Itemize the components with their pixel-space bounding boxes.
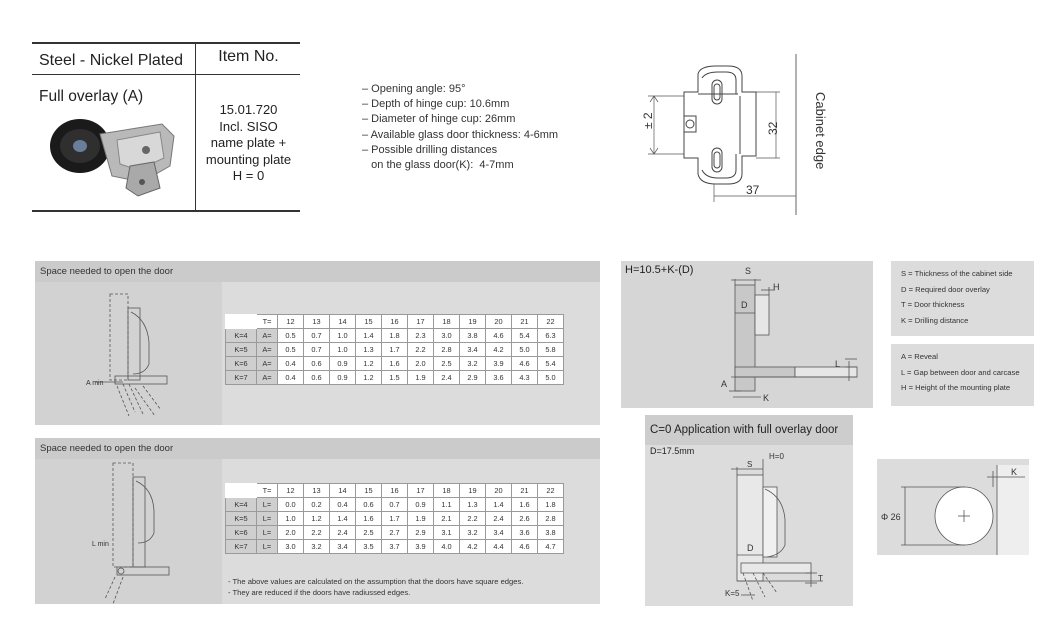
value-cell: 2.9 xyxy=(460,371,486,385)
thickness-cell: 14 xyxy=(330,484,356,498)
value-cell: 5.0 xyxy=(512,343,538,357)
spec-item: on the glass door(K): 4-7mm xyxy=(362,159,514,172)
value-cell: 4.0 xyxy=(434,540,460,554)
var-cell: A= xyxy=(257,343,278,357)
thickness-cell: 15 xyxy=(356,315,382,329)
thickness-cell: 21 xyxy=(512,484,538,498)
table-row xyxy=(226,343,564,357)
header-row xyxy=(226,315,564,329)
item-description xyxy=(196,102,301,185)
value-cell: 3.7 xyxy=(382,540,408,554)
legend-box-1 xyxy=(891,261,1034,336)
value-cell: 5.4 xyxy=(512,329,538,343)
value-cell: 1.4 xyxy=(486,498,512,512)
dim-height: 32 xyxy=(766,121,780,135)
panel-title: Space needed to open the door xyxy=(35,261,600,282)
value-cell: 0.9 xyxy=(408,498,434,512)
value-cell: 2.7 xyxy=(382,526,408,540)
value-cell: 3.6 xyxy=(512,526,538,540)
space-panel-reveal xyxy=(35,261,600,425)
value-cell: 2.2 xyxy=(304,526,330,540)
product-cell xyxy=(32,44,195,210)
value-cell: 2.9 xyxy=(408,526,434,540)
legend-list xyxy=(901,266,1013,329)
var-cell: L= xyxy=(257,540,278,554)
mounting-plate-drawing xyxy=(628,50,840,218)
legend-item: K = Drilling distance xyxy=(901,316,969,326)
value-cell: 3.4 xyxy=(460,343,486,357)
d-label: D xyxy=(747,543,754,553)
value-cell: 0.0 xyxy=(278,498,304,512)
t-label-cell: T= xyxy=(257,315,278,329)
value-cell: 3.2 xyxy=(460,357,486,371)
thickness-cell: 14 xyxy=(330,315,356,329)
value-cell: 2.3 xyxy=(408,329,434,343)
thickness-cell: 15 xyxy=(356,484,382,498)
reveal-table xyxy=(225,314,564,385)
value-cell: 1.2 xyxy=(356,357,382,371)
legend-item: H = Height of the mounting plate xyxy=(901,383,1011,393)
value-cell: 1.5 xyxy=(382,371,408,385)
a-min-label: A min xyxy=(86,380,104,387)
legend-box-2 xyxy=(891,344,1034,406)
value-cell: 1.2 xyxy=(304,512,330,526)
thickness-cell: 13 xyxy=(304,484,330,498)
cup-diagram xyxy=(877,459,1029,555)
k-label: K xyxy=(763,393,770,403)
var-cell: A= xyxy=(257,357,278,371)
value-cell: 0.4 xyxy=(278,357,304,371)
d-label: D xyxy=(741,300,748,310)
value-cell: 6.3 xyxy=(538,329,564,343)
value-cell: 3.9 xyxy=(408,540,434,554)
value-cell: 2.5 xyxy=(434,357,460,371)
formula-diagram xyxy=(621,261,873,408)
spec-item: – Diameter of hinge cup: 26mm xyxy=(362,113,516,126)
thickness-cell: 12 xyxy=(278,484,304,498)
value-cell: 3.6 xyxy=(486,371,512,385)
value-cell: 0.9 xyxy=(330,371,356,385)
value-cell: 1.1 xyxy=(434,498,460,512)
value-cell: 0.2 xyxy=(304,498,330,512)
thickness-cell: 17 xyxy=(408,315,434,329)
value-cell: 2.4 xyxy=(330,526,356,540)
value-cell: 2.8 xyxy=(538,512,564,526)
value-cell: 0.6 xyxy=(304,371,330,385)
table-row xyxy=(226,512,564,526)
item-line: name plate + xyxy=(210,135,287,150)
gap-diagram xyxy=(35,459,222,604)
t-label-cell: T= xyxy=(257,484,278,498)
thickness-cell: 20 xyxy=(486,315,512,329)
s-label: S xyxy=(745,266,752,276)
product-type: Full overlay (A) xyxy=(39,88,144,105)
value-cell: 0.9 xyxy=(330,357,356,371)
thickness-cell: 19 xyxy=(460,484,486,498)
cabinet-edge-label: Cabinet edge xyxy=(813,92,828,170)
k-cell: K=6 xyxy=(226,357,257,371)
legend-item: D = Required door overlay xyxy=(901,284,990,294)
var-cell: A= xyxy=(257,329,278,343)
thickness-cell: 21 xyxy=(512,315,538,329)
formula-panel xyxy=(621,261,873,408)
diameter-label: Φ 26 xyxy=(881,512,901,522)
s-label: S xyxy=(747,460,753,469)
l-min-label: L min xyxy=(92,541,109,548)
k5-label: K=5 xyxy=(725,589,740,598)
value-cell: 5.0 xyxy=(538,371,564,385)
value-cell: 1.6 xyxy=(356,512,382,526)
value-cell: 0.4 xyxy=(278,371,304,385)
product-table xyxy=(32,42,300,212)
var-cell: L= xyxy=(257,512,278,526)
table-divider xyxy=(32,74,300,75)
k-cell: K=4 xyxy=(226,329,257,343)
panel-title: Space needed to open the door xyxy=(35,438,600,459)
t-label: T xyxy=(818,574,823,583)
thickness-cell: 16 xyxy=(382,315,408,329)
value-cell: 3.4 xyxy=(486,526,512,540)
reveal-diagram xyxy=(35,282,222,425)
value-cell: 1.3 xyxy=(460,498,486,512)
value-cell: 1.7 xyxy=(382,512,408,526)
value-cell: 3.9 xyxy=(486,357,512,371)
k-label: K xyxy=(1011,467,1018,477)
item-cell xyxy=(195,44,301,210)
value-cell: 3.4 xyxy=(330,540,356,554)
k-cell: K=5 xyxy=(226,512,257,526)
value-cell: 2.8 xyxy=(434,343,460,357)
blank-cell xyxy=(226,315,257,329)
value-cell: 2.2 xyxy=(460,512,486,526)
value-cell: 4.2 xyxy=(486,343,512,357)
value-cell: 2.4 xyxy=(486,512,512,526)
value-cell: 4.7 xyxy=(538,540,564,554)
thickness-cell: 20 xyxy=(486,484,512,498)
legend-item: T = Door thickness xyxy=(901,300,965,310)
legend-list xyxy=(901,349,1020,396)
table-row xyxy=(226,540,564,554)
value-cell: 4.6 xyxy=(486,329,512,343)
value-cell: 2.1 xyxy=(434,512,460,526)
spec-item: – Depth of hinge cup: 10.6mm xyxy=(362,98,510,111)
space-panel-gap xyxy=(35,438,600,604)
table-row xyxy=(226,526,564,540)
item-line: Incl. SISO xyxy=(219,118,278,134)
legend-item: L = Gap between door and carcase xyxy=(901,367,1020,377)
l-label: L xyxy=(835,359,841,369)
value-cell: 3.0 xyxy=(434,329,460,343)
item-line: mounting plate xyxy=(205,151,292,167)
item-line: H = 0 xyxy=(232,168,265,183)
value-cell: 0.6 xyxy=(304,357,330,371)
value-cell: 1.9 xyxy=(408,512,434,526)
value-cell: 1.0 xyxy=(330,329,356,343)
var-cell: L= xyxy=(257,498,278,512)
value-cell: 4.6 xyxy=(512,357,538,371)
value-cell: 3.2 xyxy=(304,540,330,554)
value-cell: 1.0 xyxy=(330,343,356,357)
value-cell: 1.4 xyxy=(356,329,382,343)
value-cell: 1.6 xyxy=(382,357,408,371)
legend-item: A = Reveal xyxy=(901,352,938,361)
value-cell: 1.6 xyxy=(512,498,538,512)
thickness-cell: 22 xyxy=(538,484,564,498)
value-cell: 3.5 xyxy=(356,540,382,554)
value-cell: 1.3 xyxy=(356,343,382,357)
value-cell: 2.4 xyxy=(434,371,460,385)
formula-label: H=10.5+K-(D) xyxy=(625,264,694,276)
d-value: D=17.5mm xyxy=(650,446,695,456)
value-cell: 2.0 xyxy=(408,357,434,371)
value-cell: 3.8 xyxy=(538,526,564,540)
k-cell: K=5 xyxy=(226,343,257,357)
reveal-diagram-area xyxy=(35,282,222,425)
item-no-header: Item No. xyxy=(218,48,279,65)
c0-title: C=0 Application with full overlay door xyxy=(650,424,839,436)
c0-panel xyxy=(645,415,853,606)
spec-list xyxy=(362,82,558,173)
table-row xyxy=(226,498,564,512)
k-cell: K=7 xyxy=(226,540,257,554)
value-cell: 4.6 xyxy=(512,540,538,554)
value-cell: 2.5 xyxy=(356,526,382,540)
value-cell: 0.7 xyxy=(304,329,330,343)
gap-table xyxy=(225,483,564,554)
value-cell: 4.4 xyxy=(486,540,512,554)
value-cell: 3.8 xyxy=(460,329,486,343)
value-cell: 2.6 xyxy=(512,512,538,526)
thickness-cell: 13 xyxy=(304,315,330,329)
material-header: Steel - Nickel Plated xyxy=(39,52,184,69)
table-row xyxy=(226,357,564,371)
var-cell: A= xyxy=(257,371,278,385)
value-cell: 0.5 xyxy=(278,343,304,357)
thickness-cell: 18 xyxy=(434,484,460,498)
k-cell: K=4 xyxy=(226,498,257,512)
spec-item: – Opening angle: 95° xyxy=(362,83,466,95)
thickness-cell: 17 xyxy=(408,484,434,498)
value-cell: 3.1 xyxy=(434,526,460,540)
value-cell: 0.6 xyxy=(356,498,382,512)
value-cell: 4.3 xyxy=(512,371,538,385)
value-cell: 3.0 xyxy=(278,540,304,554)
note-line: - The above values are calculated on the assumption that the doors have square edges. xyxy=(228,577,524,586)
value-cell: 1.8 xyxy=(538,498,564,512)
value-cell: 1.4 xyxy=(330,512,356,526)
thickness-cell: 22 xyxy=(538,315,564,329)
value-cell: 5.4 xyxy=(538,357,564,371)
value-cell: 5.8 xyxy=(538,343,564,357)
dim-width: 37 xyxy=(746,183,760,197)
value-cell: 0.7 xyxy=(382,498,408,512)
note-line: - They are reduced if the doors have radiussed edges. xyxy=(228,588,411,597)
value-cell: 1.8 xyxy=(382,329,408,343)
value-cell: 0.7 xyxy=(304,343,330,357)
k-cell: K=7 xyxy=(226,371,257,385)
spec-item: – Possible drilling distances xyxy=(362,143,498,156)
table-row xyxy=(226,371,564,385)
value-cell: 1.7 xyxy=(382,343,408,357)
thickness-cell: 16 xyxy=(382,484,408,498)
value-cell: 1.2 xyxy=(356,371,382,385)
thickness-cell: 19 xyxy=(460,315,486,329)
hinge-product-image xyxy=(42,106,192,204)
thickness-cell: 18 xyxy=(434,315,460,329)
header-row xyxy=(226,484,564,498)
value-cell: 4.2 xyxy=(460,540,486,554)
dim-tolerance: ± 2 xyxy=(641,112,655,129)
item-line: 15.01.720 xyxy=(219,102,278,117)
gap-diagram-area xyxy=(35,459,222,604)
spec-item: – Available glass door thickness: 4-6mm xyxy=(362,128,559,141)
value-cell: 0.4 xyxy=(330,498,356,512)
thickness-cell: 12 xyxy=(278,315,304,329)
c0-diagram xyxy=(645,415,853,606)
value-cell: 2.2 xyxy=(408,343,434,357)
a-label: A xyxy=(721,379,728,389)
value-cell: 0.5 xyxy=(278,329,304,343)
value-cell: 2.0 xyxy=(278,526,304,540)
legend-item: S = Thickness of the cabinet side xyxy=(901,269,1013,278)
h0-label: H=0 xyxy=(769,452,784,461)
value-cell: 1.9 xyxy=(408,371,434,385)
cup-panel xyxy=(877,459,1029,555)
var-cell: L= xyxy=(257,526,278,540)
value-cell: 3.2 xyxy=(460,526,486,540)
value-cell: 1.0 xyxy=(278,512,304,526)
blank-cell xyxy=(226,484,257,498)
h-label: H xyxy=(773,282,780,292)
k-cell: K=6 xyxy=(226,526,257,540)
table-row xyxy=(226,329,564,343)
